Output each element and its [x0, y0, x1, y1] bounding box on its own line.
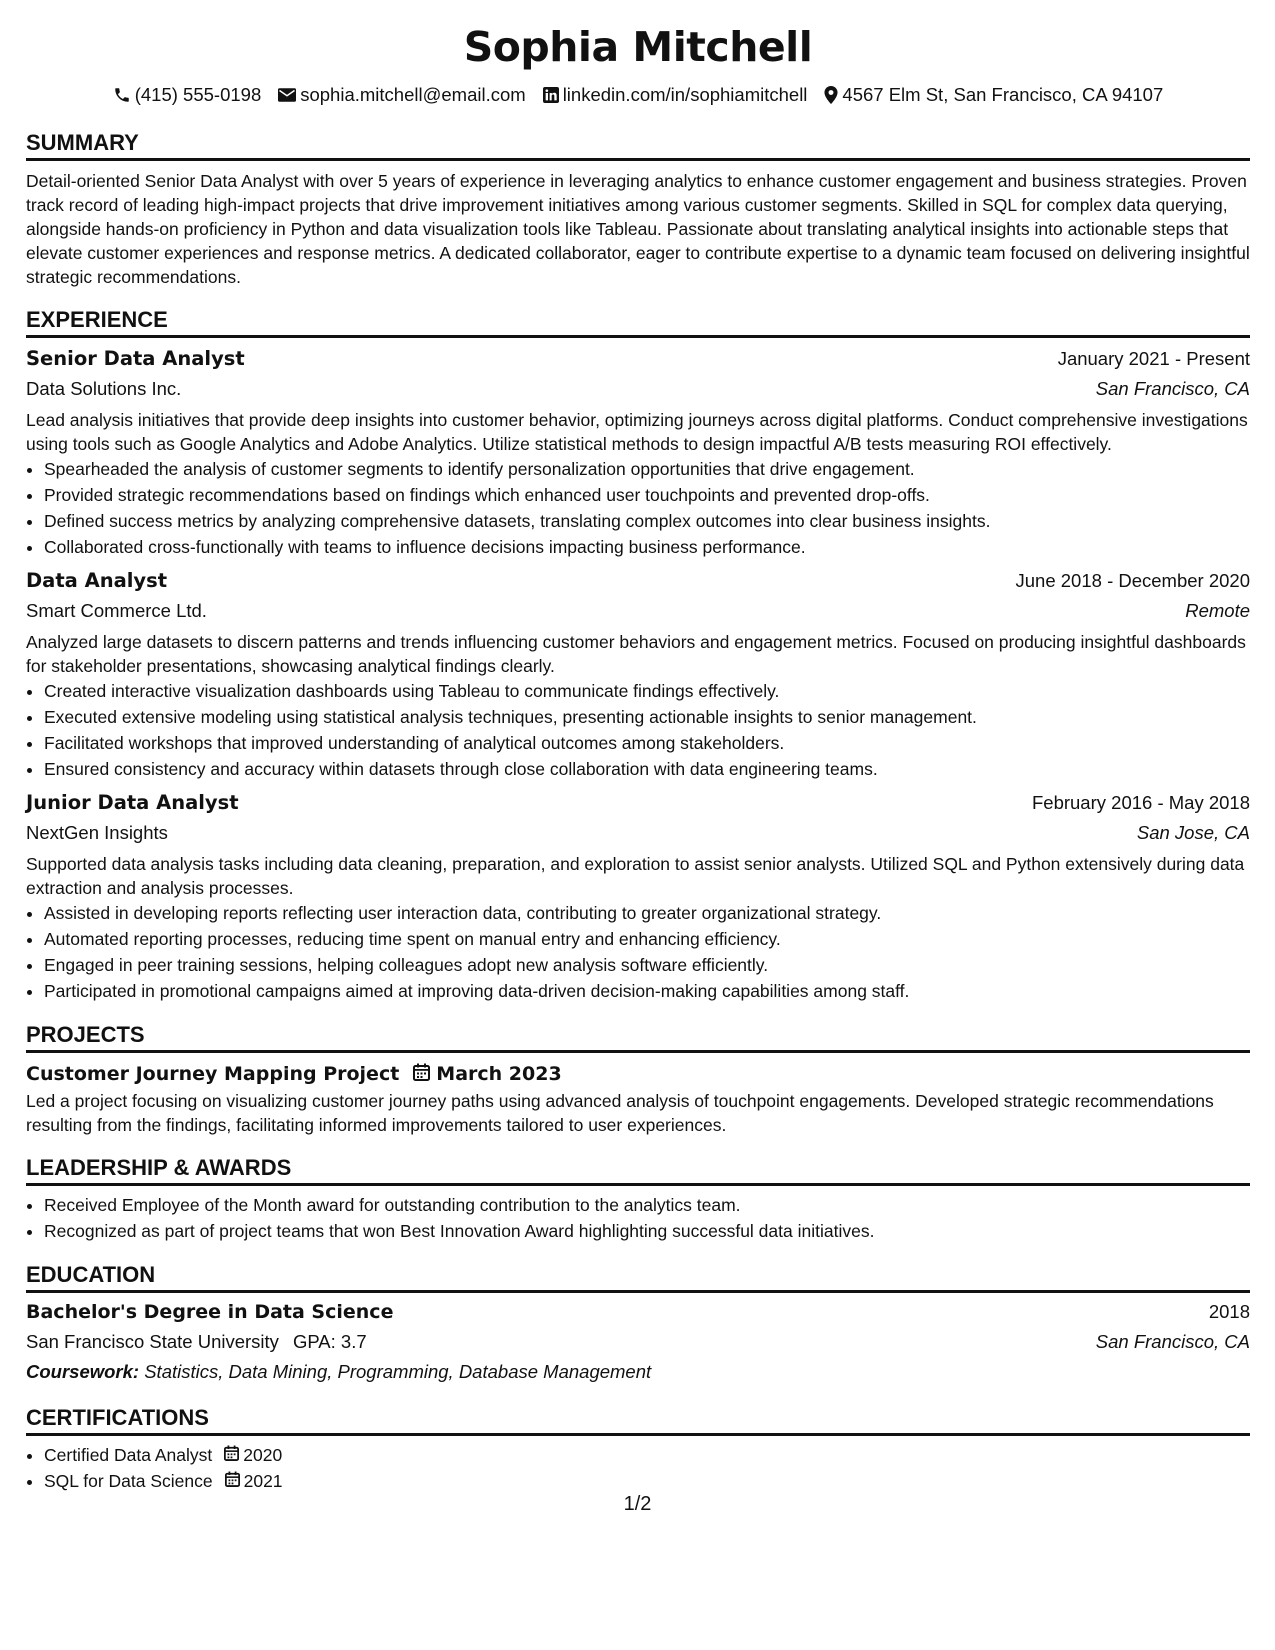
- contact-linkedin[interactable]: [543, 84, 808, 106]
- list-item: • Automated reporting processes, reducing time spent on manual entry and enhancing efficiency.: [44, 926, 1250, 952]
- job-title: Junior Data Analyst: [26, 791, 239, 814]
- education-school: San Francisco State University: [26, 1331, 279, 1352]
- education-year: 2018: [1208, 1301, 1250, 1322]
- job-location: San Francisco, CA: [1095, 378, 1250, 399]
- experience-section: [26, 307, 1250, 1004]
- calendar-icon: [224, 1442, 239, 1468]
- section-title-projects: PROJECTS: [26, 1022, 1250, 1053]
- leadership-bullets: [26, 1192, 1250, 1244]
- phone-icon: [113, 86, 131, 104]
- page-indicator: 1/2: [623, 1493, 652, 1515]
- coursework-label: Coursework:: [26, 1361, 140, 1382]
- job-description: Lead analysis initiatives that provide deep insights into customer behavior, optimizing journeys across digital platforms. Conduct comprehensive investigations using tools such as Google Analytics and Adobe Analytics. Utilize statistical methods to design impactful A/B tests measuring ROI effectively.: [26, 410, 1248, 454]
- list-item: • Assisted in developing reports reflecting user interaction data, contributing to greater organizational strategy.: [44, 900, 1250, 926]
- contact-linkedin-text[interactable]: linkedin.com/in/sophiamitchell: [562, 84, 808, 105]
- project-date-text: March 2023: [436, 1063, 562, 1085]
- list-item: • Created interactive visualization dashboards using Tableau to communicate findings effectively.: [44, 678, 1250, 704]
- certification-name: • Certified Data Analyst: [44, 1445, 213, 1465]
- education-degree: Bachelor's Degree in Data Science: [26, 1301, 394, 1323]
- coursework-list: Statistics, Data Mining, Programming, Database Management: [144, 1361, 652, 1382]
- list-item: • Collaborated cross-functionally with teams to influence decisions impacting business performance.: [44, 534, 1250, 560]
- list-item: • Engaged in peer training sessions, helping colleagues adopt new analysis software efficiently.: [44, 952, 1250, 978]
- job-location: Remote: [1185, 600, 1250, 621]
- project-description: Led a project focusing on visualizing customer journey paths using advanced analysis of touchpoint engagements. Developed strategic recommendations resulting from the findings, facilitating informed improvements tailored to user experiences.: [26, 1091, 1214, 1135]
- contact-address-text: 4567 Elm St, San Francisco, CA 94107: [842, 84, 1164, 105]
- certification-name: • SQL for Data Science: [44, 1471, 213, 1491]
- leadership-section: [26, 1155, 1250, 1244]
- section-title-education: EDUCATION: [26, 1262, 1250, 1293]
- envelope-icon: [278, 88, 296, 102]
- section-title-summary: SUMMARY: [26, 130, 1250, 161]
- education-school-line: [26, 1327, 367, 1357]
- list-item: • Executed extensive modeling using statistical analysis techniques, presenting actionable insights to senior management.: [44, 704, 1250, 730]
- certifications-section: [26, 1405, 1250, 1494]
- candidate-name: Sophia Mitchell: [463, 23, 813, 71]
- job-dates: February 2016 - May 2018: [1031, 792, 1250, 813]
- list-item: [44, 1468, 1250, 1494]
- resume-sheet: [26, 20, 1250, 1494]
- job-bullets: [26, 900, 1250, 1004]
- job-company: NextGen Insights: [26, 822, 168, 843]
- project-header: [26, 1059, 1250, 1089]
- contact-email[interactable]: [278, 84, 525, 106]
- job-dates: June 2018 - December 2020: [1015, 570, 1250, 591]
- list-item: [44, 1442, 1250, 1468]
- job-entry: [26, 566, 1250, 782]
- calendar-icon: [413, 1063, 430, 1086]
- section-title-experience: EXPERIENCE: [26, 307, 1250, 338]
- job-company: Smart Commerce Ltd.: [26, 600, 207, 621]
- list-item: • Defined success metrics by analyzing comprehensive datasets, translating complex outcomes into clear business insights.: [44, 508, 1250, 534]
- job-entry: [26, 788, 1250, 1004]
- list-item: • Ensured consistency and accuracy within datasets through close collaboration with data engineering teams.: [44, 756, 1250, 782]
- job-entry: [26, 344, 1250, 560]
- contact-phone-text: (415) 555-0198: [134, 84, 262, 105]
- list-item: • Participated in promotional campaigns aimed at improving data-driven decision-making capabilities among staff.: [44, 978, 1250, 1004]
- certification-list: [26, 1442, 1250, 1494]
- section-title-certifications: CERTIFICATIONS: [26, 1405, 1250, 1436]
- certification-year: 2020: [243, 1445, 283, 1465]
- certification-year: 2021: [243, 1471, 283, 1491]
- job-location: San Jose, CA: [1136, 822, 1250, 843]
- contact-phone: [113, 84, 262, 106]
- job-company: Data Solutions Inc.: [26, 378, 182, 399]
- projects-section: [26, 1022, 1250, 1137]
- summary-section: [26, 130, 1250, 289]
- job-bullets: [26, 456, 1250, 560]
- job-bullets: [26, 678, 1250, 782]
- education-section: [26, 1262, 1250, 1387]
- section-title-leadership: LEADERSHIP & AWARDS: [26, 1155, 1250, 1186]
- summary-text: Detail-oriented Senior Data Analyst with over 5 years of experience in leveraging analytics to enhance customer engagement and business strategies. Proven track record of leading high-impact projects that drive improvement initiatives among various customer segments. Skilled in SQL for complex data querying, alongside hands-on proficiency in Python and data visualization tools like Tableau. Passionate about translating analytical insights into actionable steps that elevate customer experiences and response metrics. A dedicated collaborator, eager to contribute expertise to a dynamic team focused on delivering insightful strategic recommendations.: [26, 171, 1250, 287]
- job-description: Supported data analysis tasks including data cleaning, preparation, and exploration to assist senior analysts. Utilized SQL and Python extensively during data extraction and analysis processes.: [26, 854, 1245, 898]
- education-gpa: GPA: 3.7: [292, 1331, 367, 1352]
- list-item: • Provided strategic recommendations based on findings which enhanced user touchpoints and prevented drop-offs.: [44, 482, 1250, 508]
- education-location: San Francisco, CA: [1095, 1331, 1250, 1352]
- contact-bar: [26, 84, 1250, 106]
- job-description: Analyzed large datasets to discern patterns and trends influencing customer behaviors and engagement metrics. Focused on producing insightful dashboards for stakeholder presentations, showcasing analytical findings clearly.: [26, 632, 1246, 676]
- list-item: • Spearheaded the analysis of customer segments to identify personalization opportunities that drive engagement.: [44, 456, 1250, 482]
- job-title: Senior Data Analyst: [26, 347, 245, 370]
- project-date: [413, 1063, 561, 1086]
- job-title: Data Analyst: [26, 569, 168, 592]
- calendar-icon: [225, 1468, 240, 1494]
- contact-address: [824, 84, 1163, 106]
- job-dates: January 2021 - Present: [1057, 348, 1250, 369]
- list-item: • Recognized as part of project teams that won Best Innovation Award highlighting successful data initiatives.: [44, 1218, 1250, 1244]
- certification-date: [224, 1442, 282, 1468]
- map-pin-icon: [824, 86, 838, 104]
- linkedin-icon: [543, 87, 559, 103]
- project-title: Customer Journey Mapping Project: [26, 1063, 400, 1085]
- education-coursework: [26, 1357, 1250, 1387]
- contact-email-text[interactable]: sophia.mitchell@email.com: [300, 84, 526, 105]
- list-item: • Facilitated workshops that improved understanding of analytical outcomes among stakeholders.: [44, 730, 1250, 756]
- certification-date: [225, 1468, 283, 1494]
- list-item: • Received Employee of the Month award for outstanding contribution to the analytics team.: [44, 1192, 1250, 1218]
